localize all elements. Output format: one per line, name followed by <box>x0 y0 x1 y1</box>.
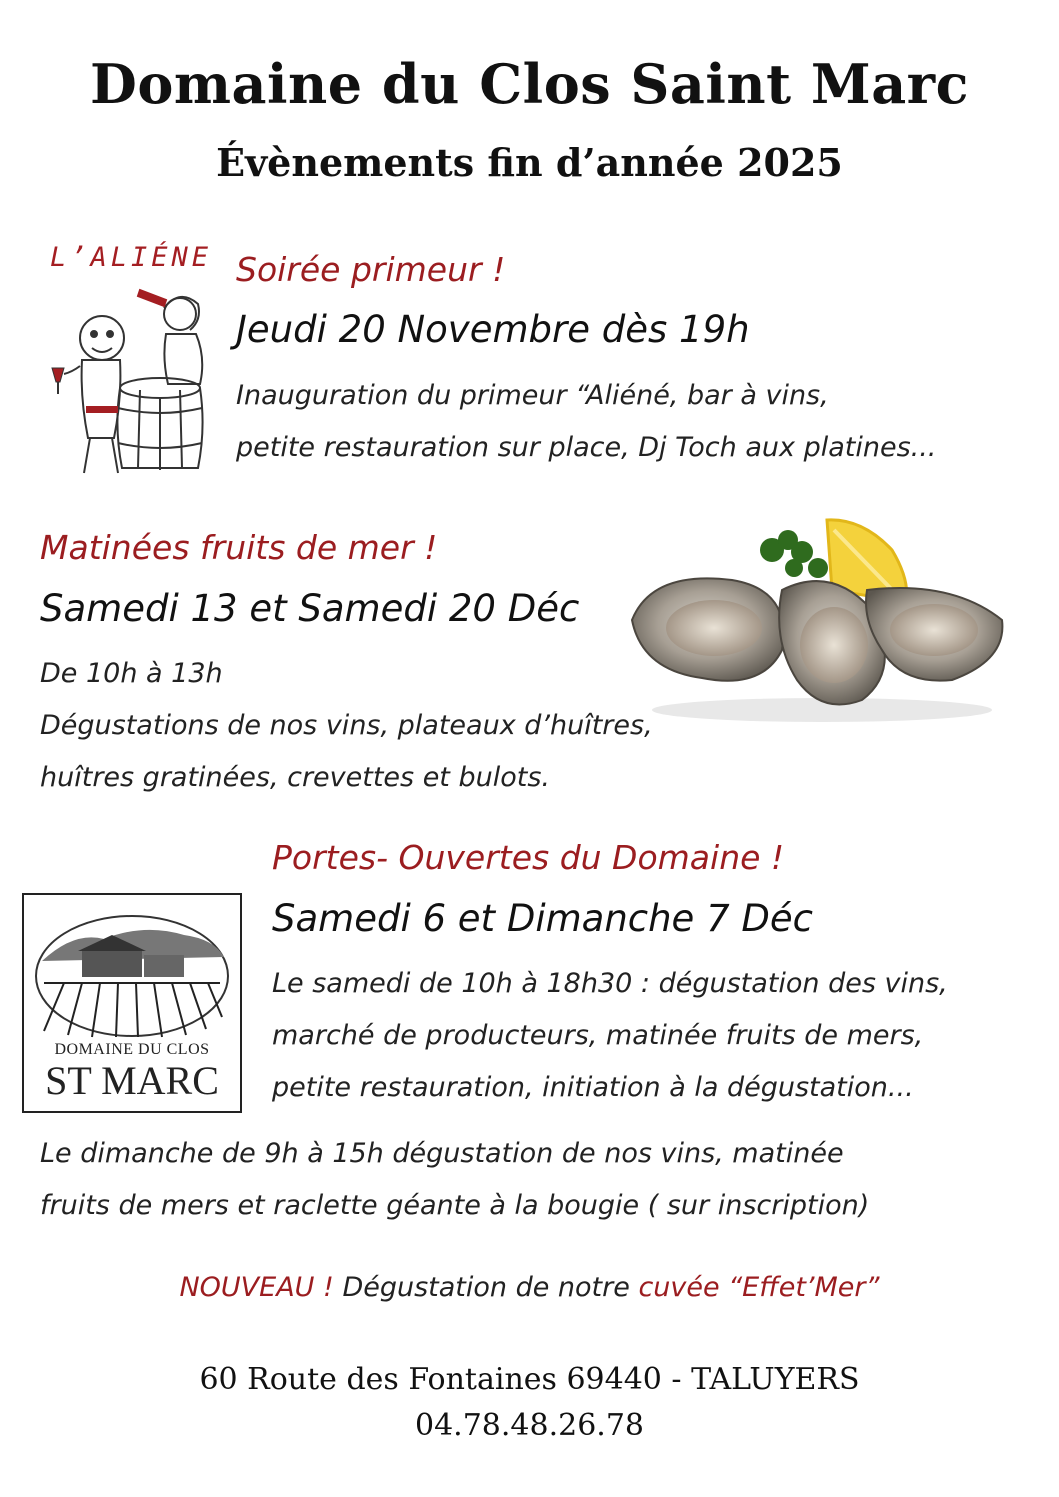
domaine-logo-line-1: DOMAINE DU CLOS <box>54 1041 210 1058</box>
primeur-line-1: Inauguration du primeur “Aliéné, bar à vins, <box>236 380 829 411</box>
vineyard-engraving <box>34 913 230 1039</box>
domaine-logo-line-2: ST MARC <box>45 1058 219 1103</box>
portes-ouvertes-line-2: marché de producteurs, matinée fruits de mers, <box>272 1020 924 1051</box>
domaine-logo <box>22 893 242 1113</box>
portes-ouvertes-line-3: petite restauration, initiation à la dégustation... <box>272 1072 914 1103</box>
address: 60 Route des Fontaines 69440 - TALUYERS <box>199 1362 860 1397</box>
aliene-logo-text: L’ALIÉNE <box>50 242 213 273</box>
portes-ouvertes-heading: Portes- Ouvertes du Domaine ! <box>272 838 785 877</box>
primeur-line-2: petite restauration sur place, Dj Toch aux platines... <box>236 432 937 463</box>
sunday-line-2: fruits de mers et raclette géante à la bougie ( sur inscription) <box>40 1190 870 1221</box>
portes-ouvertes-date: Samedi 6 et Dimanche 7 Déc <box>272 897 813 940</box>
nouveau-text: Dégustation de notre <box>333 1272 639 1303</box>
page-title: Domaine du Clos Saint Marc <box>89 52 970 116</box>
fruits-de-mer-line-1: De 10h à 13h <box>40 658 223 689</box>
sunday-line-1: Le dimanche de 9h à 15h dégustation de nos vins, matinée <box>40 1138 844 1169</box>
portes-ouvertes-line-1: Le samedi de 10h à 18h30 : dégustation des vins, <box>272 968 948 999</box>
portes-ouvertes-sunday <box>40 1128 1040 1232</box>
aliene-illustration <box>40 238 230 488</box>
phone-number: 04.78.48.26.78 <box>414 1408 644 1443</box>
page-subtitle: Évènements fin d’année 2025 <box>216 140 843 185</box>
nouveau-announcement <box>0 1272 1059 1303</box>
fruits-de-mer-line-2: Dégustations de nos vins, plateaux d’huîtres, <box>40 710 653 741</box>
fruits-de-mer-date: Samedi 13 et Samedi 20 Déc <box>40 587 580 630</box>
nouveau-label: NOUVEAU ! <box>179 1272 334 1303</box>
primeur-heading: Soirée primeur ! <box>236 250 506 289</box>
primeur-date: Jeudi 20 Novembre dès 19h <box>236 308 750 351</box>
primeur-description <box>236 370 1036 474</box>
fruits-de-mer-line-3: huîtres gratinées, crevettes et bulots. <box>40 762 550 793</box>
nouveau-cuvee: cuvée “Effet’Mer” <box>638 1272 880 1303</box>
portes-ouvertes-description <box>272 958 1042 1114</box>
fruits-de-mer-heading: Matinées fruits de mer ! <box>40 528 438 567</box>
oysters-lemon-image <box>622 510 1012 730</box>
